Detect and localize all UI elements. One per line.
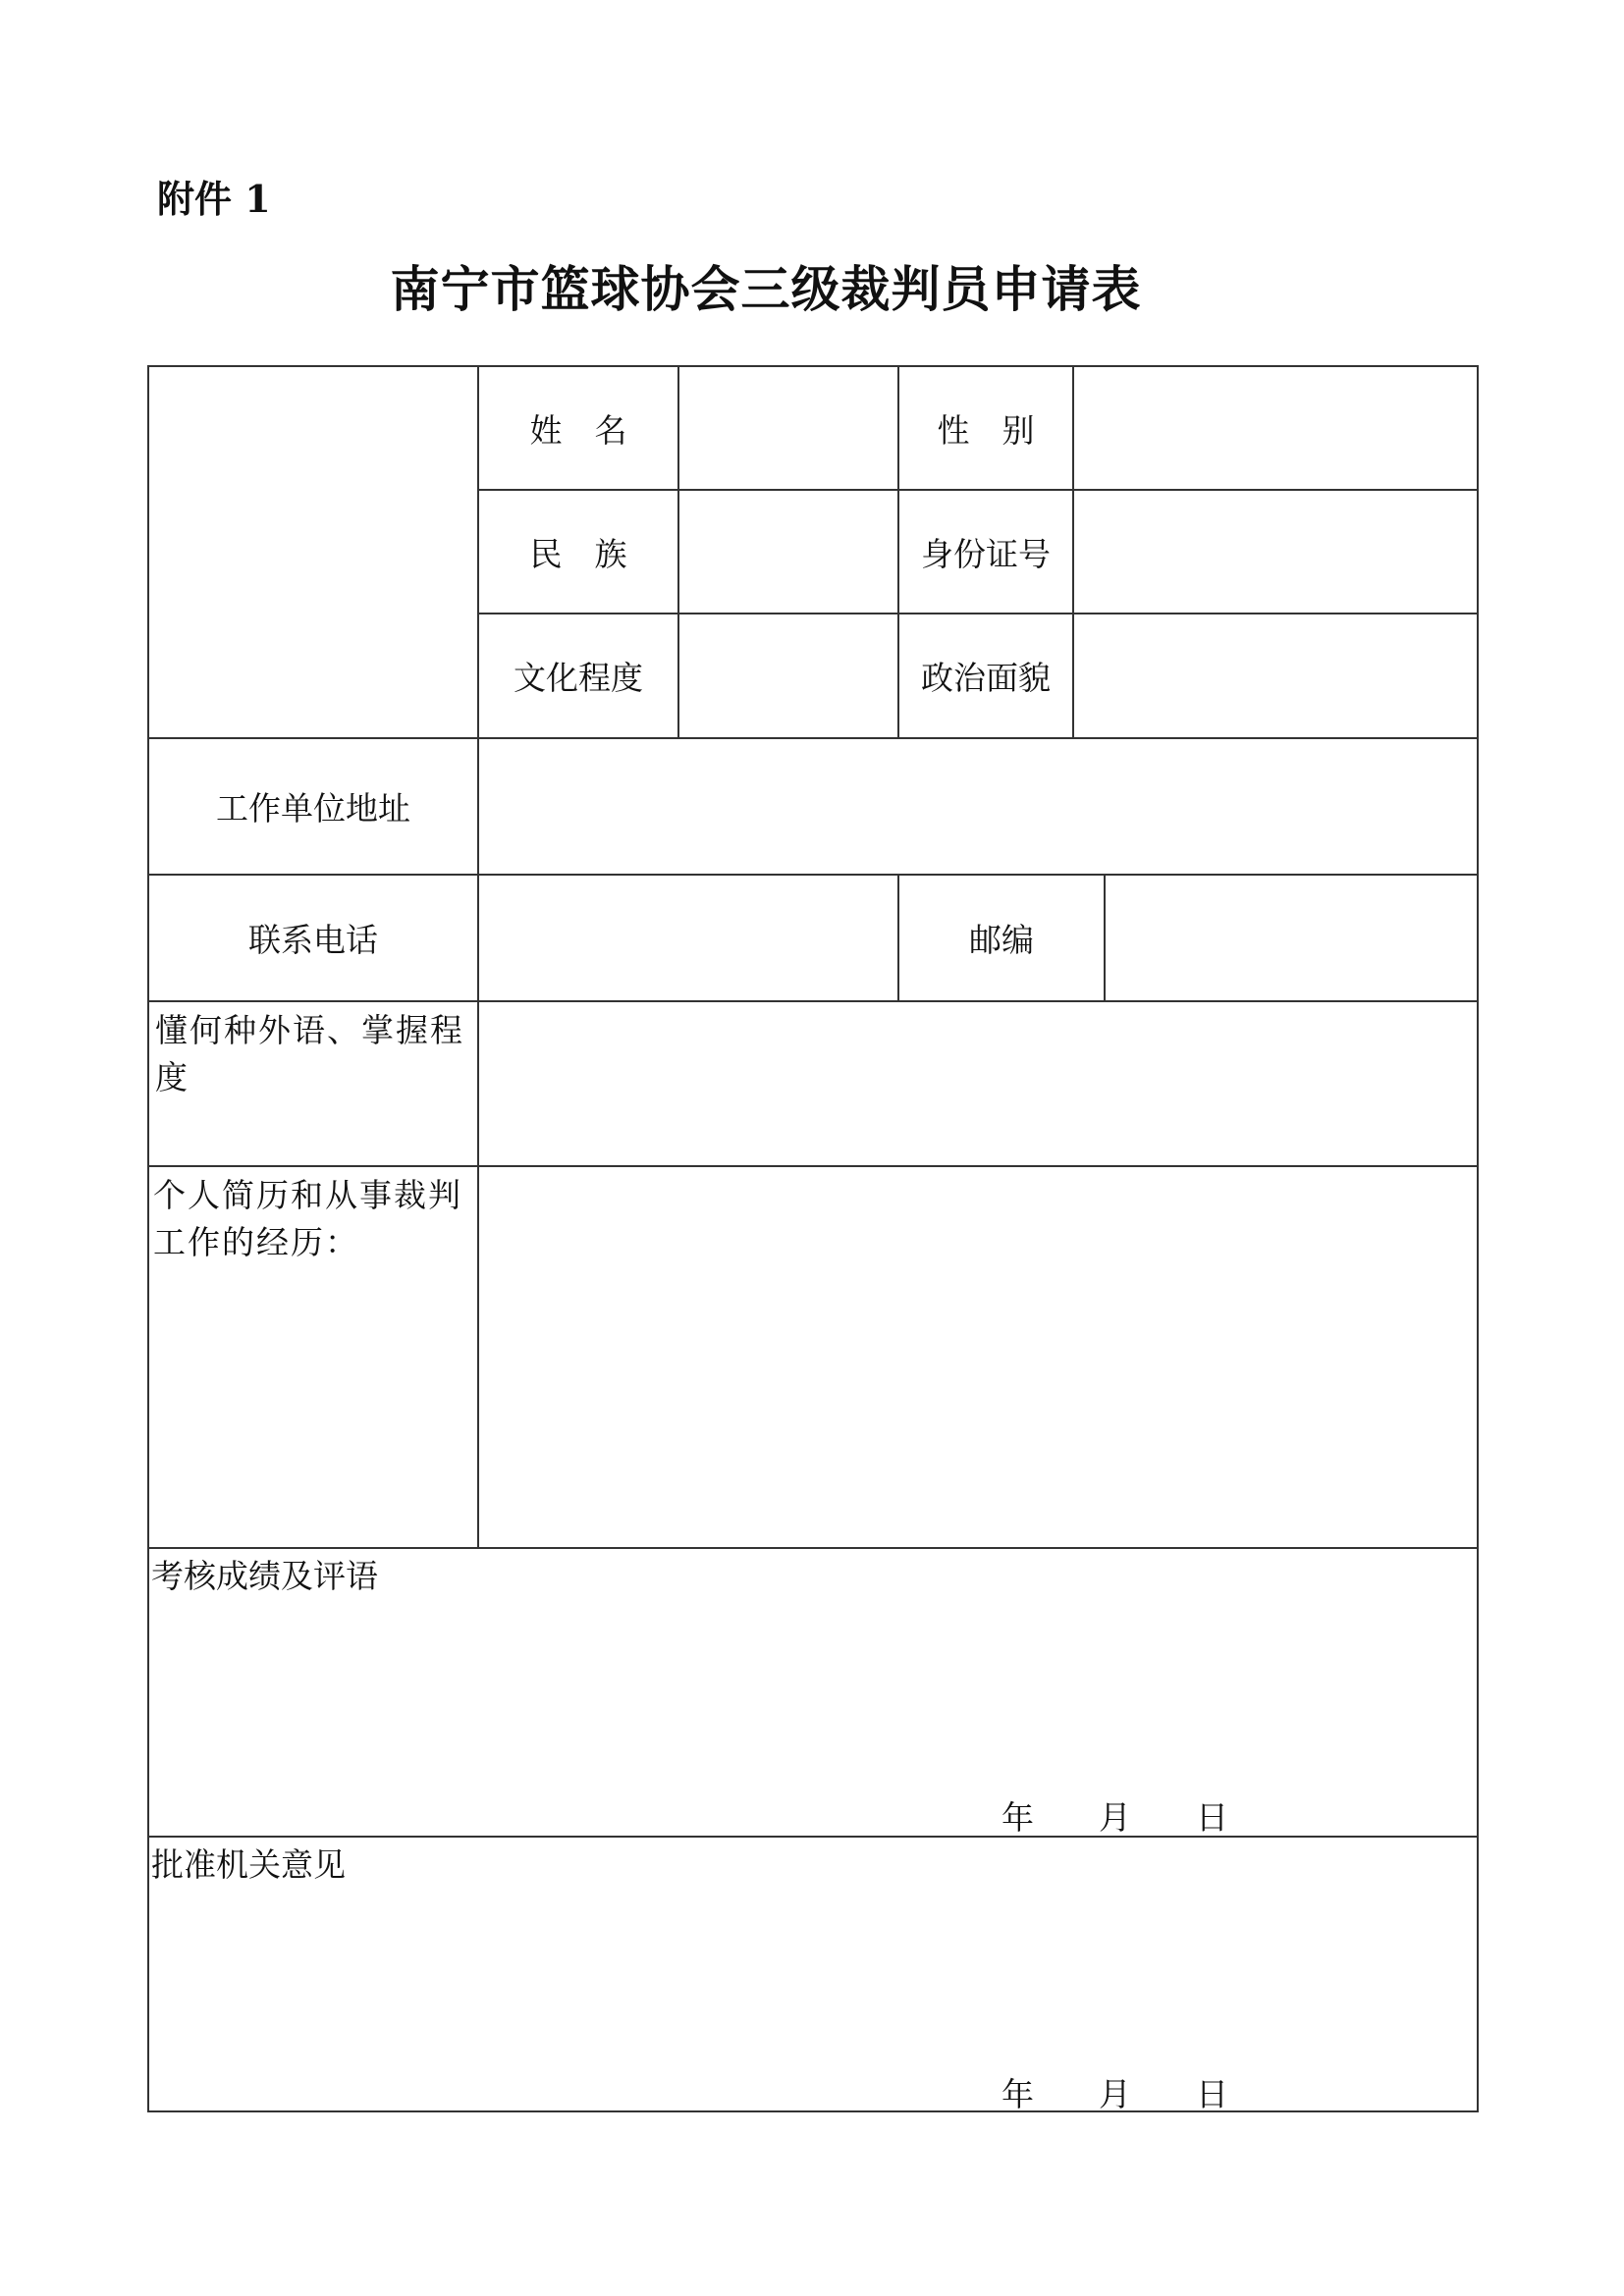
assessment-date: 年 月 日 bbox=[1001, 1798, 1228, 1837]
application-form bbox=[147, 365, 1479, 2112]
education-field[interactable] bbox=[679, 614, 897, 737]
assessment-label: 考核成绩及评语 bbox=[151, 1557, 378, 1595]
approval-date: 年 月 日 bbox=[1001, 2075, 1228, 2113]
ethnicity-field[interactable] bbox=[679, 491, 897, 613]
workplace-label: 工作单位地址 bbox=[216, 789, 410, 828]
id-number-label: 身份证号 bbox=[921, 534, 1051, 573]
education-label: 文化程度 bbox=[514, 659, 643, 697]
attachment-label: 附件 1 bbox=[157, 177, 271, 221]
postcode-field[interactable] bbox=[1106, 876, 1479, 1000]
phone-field[interactable] bbox=[479, 876, 897, 1000]
workplace-field[interactable] bbox=[479, 739, 1479, 874]
page-title: 南宁市篮球协会三级裁判员申请表 bbox=[390, 260, 1142, 318]
language-field[interactable] bbox=[479, 1002, 1479, 1165]
approval-field[interactable] bbox=[151, 1893, 1477, 2050]
assessment-field[interactable] bbox=[151, 1604, 1477, 1771]
name-field[interactable] bbox=[679, 367, 897, 489]
phone-label: 联系电话 bbox=[248, 921, 378, 959]
approval-label: 批准机关意见 bbox=[151, 1845, 346, 1884]
gender-field[interactable] bbox=[1074, 367, 1479, 489]
political-status-label: 政治面貌 bbox=[921, 659, 1051, 697]
name-label: 姓 名 bbox=[529, 410, 627, 450]
resume-label: 个人简历和从事裁判工作的经历： bbox=[153, 1176, 462, 1261]
id-number-field[interactable] bbox=[1074, 491, 1479, 613]
gender-label: 性 别 bbox=[937, 410, 1035, 450]
photo-area[interactable] bbox=[151, 369, 475, 735]
ethnicity-label: 民 族 bbox=[529, 534, 627, 573]
postcode-label: 邮编 bbox=[969, 921, 1034, 959]
language-label: 懂何种外语、掌握程度 bbox=[155, 1011, 464, 1096]
resume-field[interactable] bbox=[479, 1167, 1479, 1547]
political-status-field[interactable] bbox=[1074, 614, 1479, 737]
